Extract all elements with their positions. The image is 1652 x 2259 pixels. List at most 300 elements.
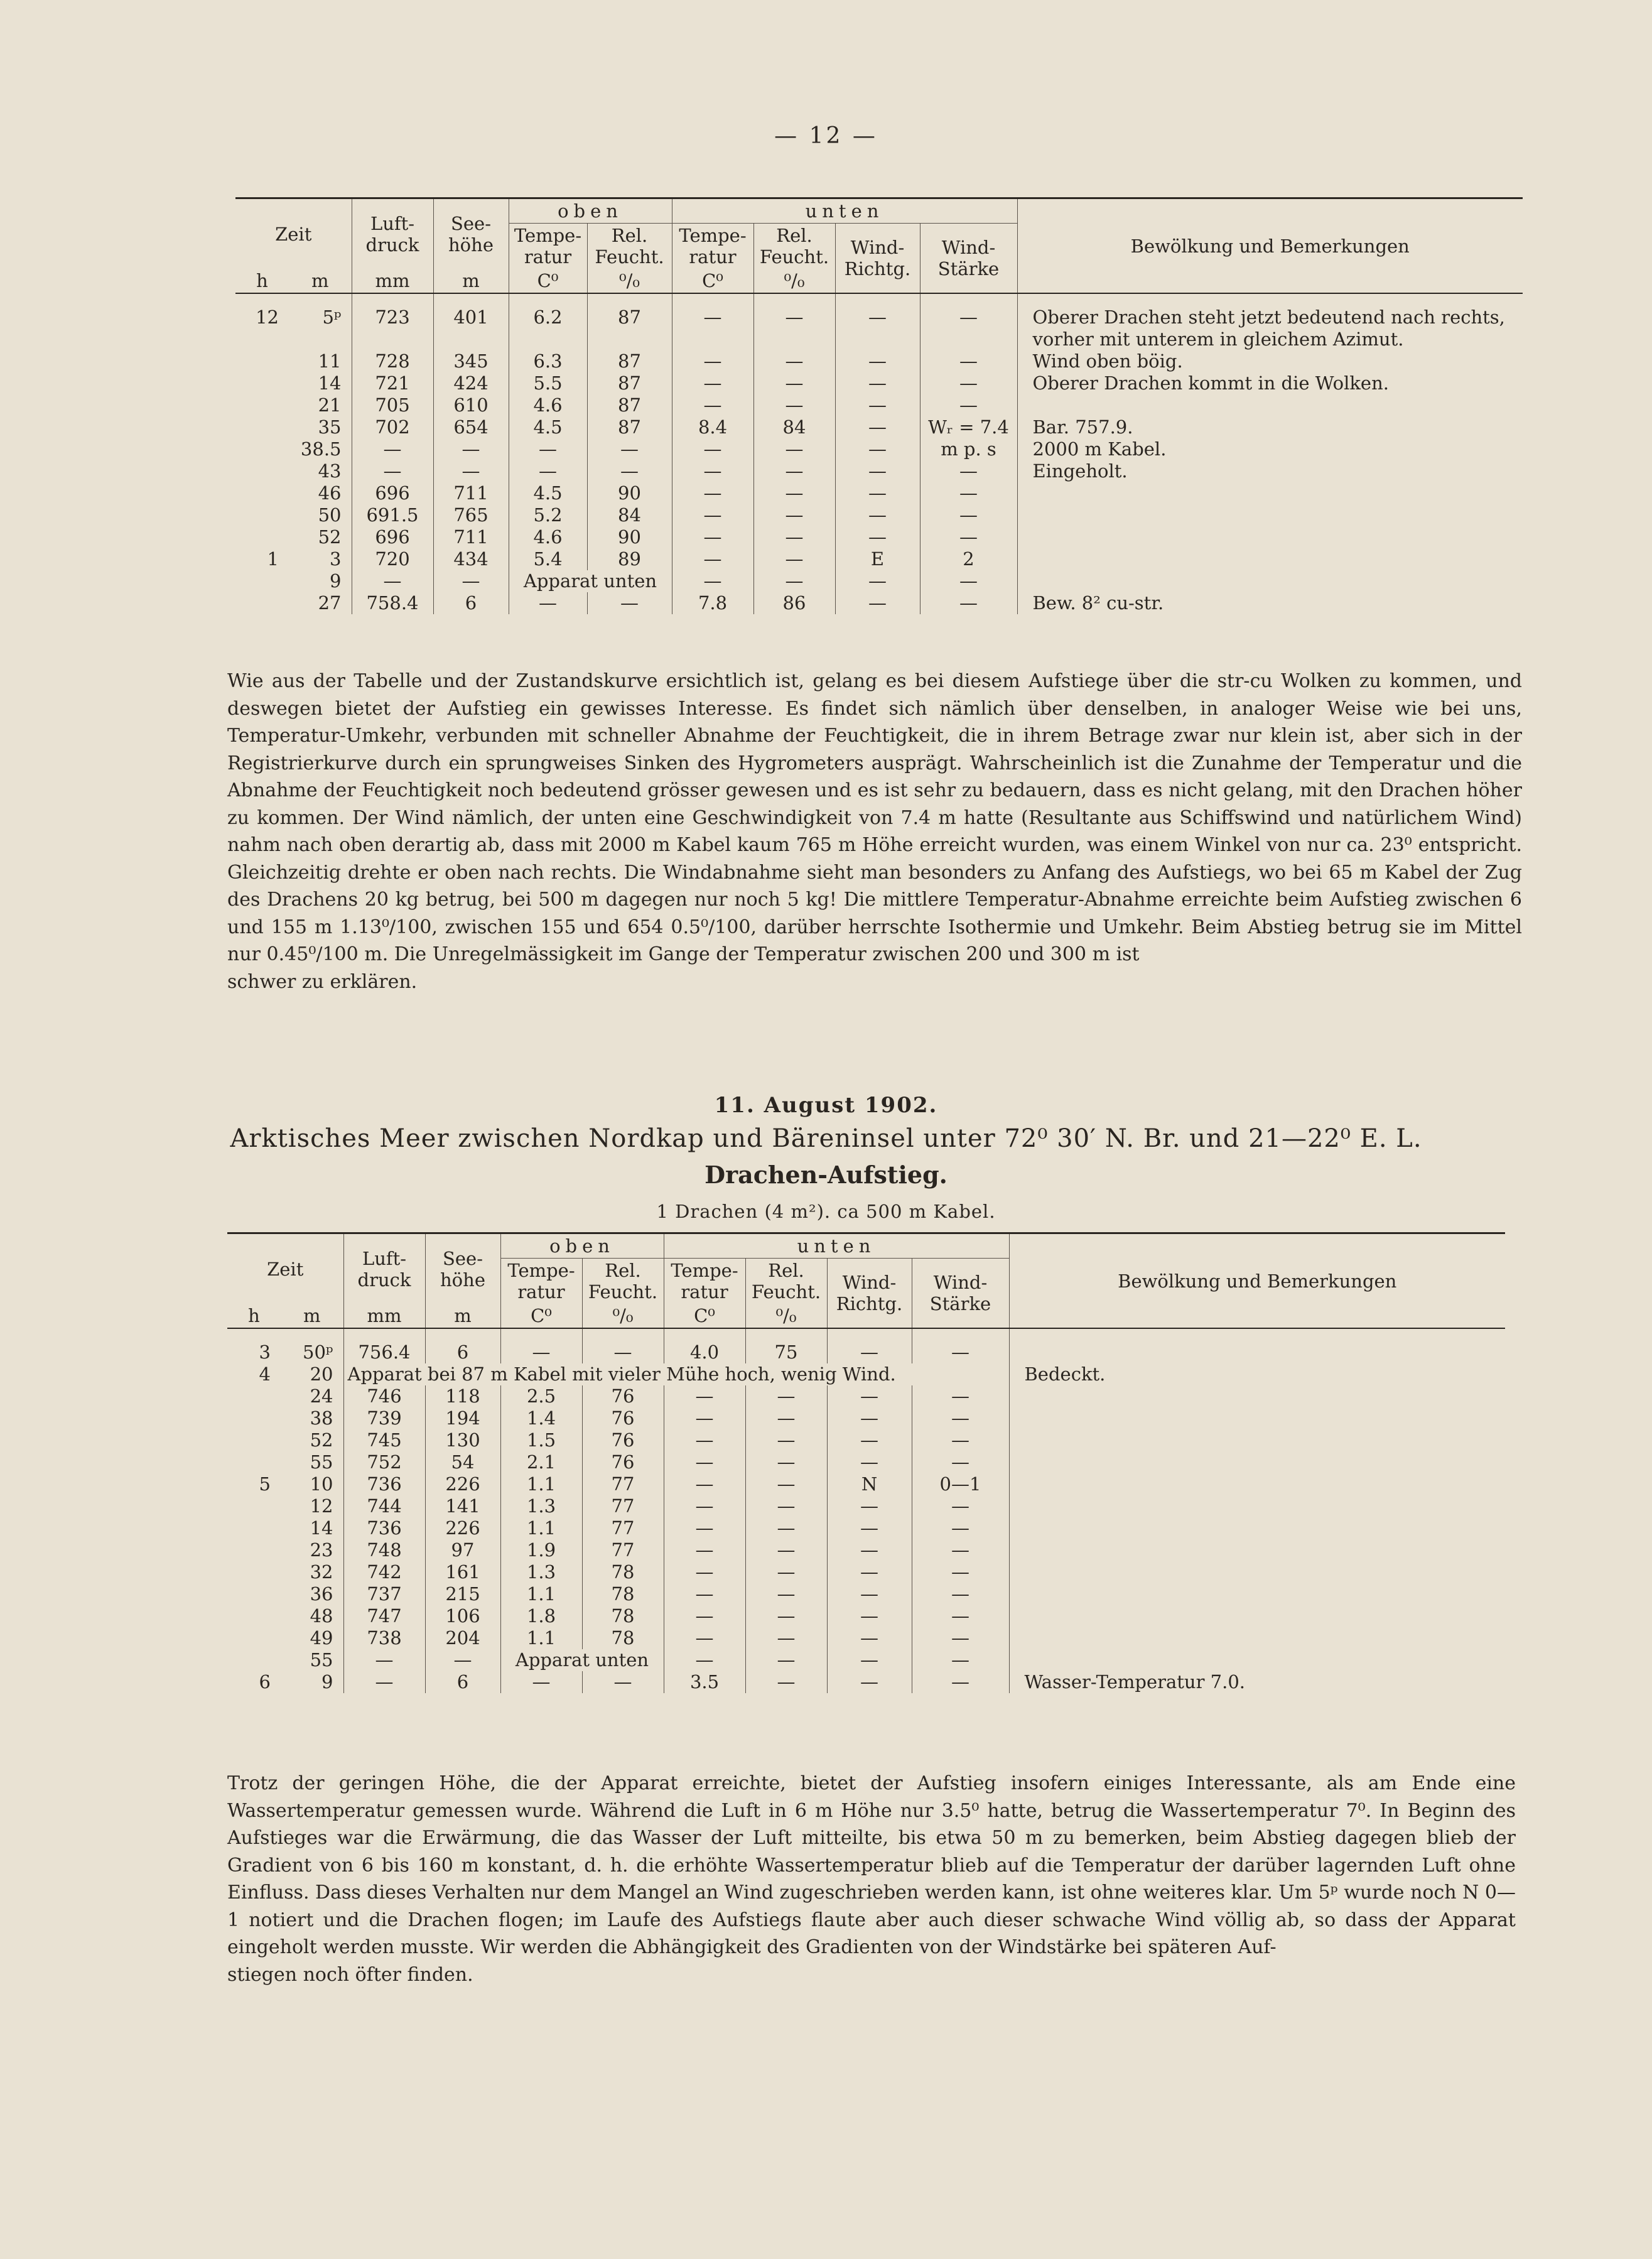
cell-feucht-unten: —	[745, 1473, 827, 1495]
table-spacer-row	[227, 1328, 1505, 1341]
cell-minute: 43	[318, 460, 342, 482]
header-seehoehe: See-höhe	[433, 198, 509, 269]
cell-windrichtung: —	[835, 372, 920, 394]
cell-luftdruck: 746	[343, 1385, 425, 1407]
cell-minute: 46	[318, 482, 342, 504]
cell-hour	[227, 1451, 281, 1473]
header-feucht-oben: Rel. Feucht.	[582, 1259, 664, 1304]
cell-luftdruck: 747	[343, 1605, 425, 1627]
cell-hour	[235, 416, 289, 438]
cell-feucht-oben: 78	[582, 1561, 664, 1583]
cell-feucht-unten: —	[745, 1451, 827, 1473]
cell-hour: 4	[259, 1363, 271, 1385]
cell-bemerkung: Bar. 757.9.	[1017, 416, 1523, 438]
cell-temp-oben: 1.1	[500, 1473, 582, 1495]
table-row	[235, 526, 1523, 548]
cell-temp-oben: 1.3	[500, 1495, 582, 1517]
cell-windrichtung: —	[835, 592, 920, 614]
cell-feucht-oben: 84	[587, 504, 672, 526]
cell-temp-oben: 4.6	[509, 394, 587, 416]
cell-temp-unten: 3.5	[664, 1671, 745, 1693]
cell-feucht-unten: —	[745, 1671, 827, 1693]
header-temp-unit-oben: C⁰	[509, 269, 587, 293]
cell-minute: 9	[330, 570, 342, 592]
table-row	[227, 1407, 1505, 1429]
cell-feucht-oben: 76	[582, 1385, 664, 1407]
cell-luftdruck: 721	[352, 372, 433, 394]
cell-bemerkung	[1009, 1385, 1505, 1407]
cell-luftdruck: 702	[352, 416, 433, 438]
cell-minute: 12	[310, 1495, 333, 1517]
cell-windrichtung: —	[827, 1341, 912, 1363]
table-row	[227, 1627, 1505, 1649]
cell-windrichtung: —	[835, 306, 920, 328]
cell-windrichtung: E	[835, 548, 920, 570]
cell-minute: 35	[318, 416, 342, 438]
cell-bemerkung: Eingeholt.	[1017, 460, 1523, 482]
cell-windstaerke: —	[912, 1671, 1009, 1693]
header-h: h	[256, 270, 268, 291]
cell-temp-oben: 6.3	[509, 350, 587, 372]
cell-hour	[235, 526, 289, 548]
cell-windstaerke: —	[912, 1407, 1009, 1429]
header-zeit: Zeit	[267, 1258, 304, 1280]
cell-bemerkung	[1009, 1407, 1505, 1429]
table-row	[227, 1385, 1505, 1407]
cell-temp-unten: —	[664, 1451, 745, 1473]
cell-windrichtung: —	[827, 1561, 912, 1583]
cell-temp-oben: —	[509, 460, 587, 482]
header-bemerkungen: Bewölkung und Bemerkungen	[1009, 1233, 1505, 1329]
cell-seehoehe: 118	[425, 1385, 500, 1407]
section-location: Arktisches Meer zwischen Nordkap und Bäreninsel unter 72⁰ 30′ N. Br. und 21—22⁰ E. L.	[230, 1124, 1422, 1153]
cell-temp-unten: —	[664, 1605, 745, 1627]
cell-bemerkung: vorher mit unterem in gleichem Azimut.	[1017, 328, 1523, 350]
table-row	[235, 482, 1523, 504]
cell-feucht-unten: —	[745, 1561, 827, 1583]
cell-bemerkung: Oberer Drachen kommt in die Wolken.	[1017, 372, 1523, 394]
cell-temp-unten: —	[664, 1649, 745, 1671]
cell-windstaerke: —	[912, 1517, 1009, 1539]
cell-hour	[235, 460, 289, 482]
cell-luftdruck: —	[343, 1671, 425, 1693]
cell-hour	[227, 1495, 281, 1517]
cell-windstaerke: —	[920, 504, 1017, 526]
cell-feucht-unten: 75	[745, 1341, 827, 1363]
cell-windrichtung: —	[827, 1627, 912, 1649]
cell-minute: 50	[318, 504, 342, 526]
cell-windstaerke: —	[912, 1385, 1009, 1407]
cell-seehoehe: 54	[425, 1451, 500, 1473]
cell-temp-unten: —	[672, 570, 753, 592]
header-unten: unten	[672, 198, 1017, 224]
cell-temp-oben: 1.8	[500, 1605, 582, 1627]
cell-feucht-unten: —	[753, 306, 835, 328]
table-row	[235, 416, 1523, 438]
header-feucht-unten: Rel. Feucht.	[745, 1259, 827, 1304]
cell-windrichtung: —	[827, 1605, 912, 1627]
cell-feucht-oben: 87	[587, 306, 672, 328]
cell-luftdruck: 728	[352, 350, 433, 372]
header-feucht-unit-unten: ⁰/₀	[753, 269, 835, 293]
cell-minute: 11	[318, 350, 342, 372]
cell-temp-oben: 1.3	[500, 1561, 582, 1583]
cell-windrichtung: —	[827, 1429, 912, 1451]
cell-feucht-oben: —	[587, 460, 672, 482]
cell-bemerkung	[1009, 1561, 1505, 1583]
cell-temp-unten: —	[664, 1407, 745, 1429]
cell-bemerkung	[1009, 1341, 1505, 1363]
cell-hour	[227, 1561, 281, 1583]
header-unten: unten	[664, 1233, 1009, 1259]
header-temp-unten: Tempe-ratur	[664, 1259, 745, 1304]
cell-seehoehe: 654	[433, 416, 509, 438]
cell-feucht-unten: —	[753, 372, 835, 394]
cell-bemerkung	[1009, 1605, 1505, 1627]
cell-seehoehe: 434	[433, 548, 509, 570]
cell-luftdruck: 738	[343, 1627, 425, 1649]
cell-hour	[227, 1539, 281, 1561]
cell-hour	[227, 1605, 281, 1627]
table-row	[227, 1561, 1505, 1583]
cell-minute: 52	[310, 1429, 333, 1451]
cell-windrichtung: —	[835, 350, 920, 372]
section-date: 11. August 1902.	[714, 1093, 938, 1118]
cell-windstaerke: m p. s	[920, 438, 1017, 460]
cell-windrichtung: —	[835, 526, 920, 548]
cell-bemerkung	[1009, 1495, 1505, 1517]
cell-minute: 10	[310, 1473, 333, 1495]
cell-temp-unten: —	[672, 438, 753, 460]
cell-seehoehe: —	[433, 438, 509, 460]
table-row	[227, 1649, 1505, 1671]
cell-temp-unten: —	[672, 372, 753, 394]
cell-windstaerke: —	[912, 1561, 1009, 1583]
cell-seehoehe	[433, 328, 509, 350]
cell-hour	[235, 350, 289, 372]
cell-temp-unten: —	[672, 350, 753, 372]
cell-windstaerke: —	[920, 570, 1017, 592]
cell-minute: 55	[310, 1649, 333, 1671]
cell-bemerkung	[1017, 394, 1523, 416]
cell-hour	[235, 328, 289, 350]
cell-windrichtung: —	[827, 1517, 912, 1539]
cell-seehoehe: 6	[425, 1341, 500, 1363]
cell-luftdruck: 744	[343, 1495, 425, 1517]
cell-feucht-oben: 89	[587, 548, 672, 570]
cell-temp-unten: —	[672, 394, 753, 416]
cell-luftdruck	[352, 328, 433, 350]
cell-feucht-unten: —	[745, 1407, 827, 1429]
cell-feucht-oben: 77	[582, 1495, 664, 1517]
header-temp-oben: Tempe-ratur	[500, 1259, 582, 1304]
cell-minute	[289, 328, 352, 350]
cell-luftdruck: —	[352, 438, 433, 460]
table-row	[227, 1605, 1505, 1627]
cell-windstaerke: —	[912, 1451, 1009, 1473]
cell-windstaerke: —	[920, 482, 1017, 504]
cell-minute: 50ᵖ	[303, 1341, 333, 1363]
cell-seehoehe: —	[425, 1649, 500, 1671]
header-temp-unten: Tempe-ratur	[672, 224, 753, 269]
cell-temp-oben: —	[500, 1671, 582, 1693]
cell-feucht-oben: 78	[582, 1583, 664, 1605]
table-1-header	[235, 198, 1523, 294]
cell-minute: 9	[321, 1671, 333, 1693]
cell-temp-oben	[509, 328, 587, 350]
cell-feucht-oben	[587, 328, 672, 350]
header-windrichtung: Wind-Richtg.	[835, 224, 920, 294]
cell-temp-oben: 5.5	[509, 372, 587, 394]
cell-temp-unten: —	[664, 1429, 745, 1451]
cell-temp-oben: 4.5	[509, 482, 587, 504]
cell-feucht-unten: —	[745, 1385, 827, 1407]
table-row	[235, 438, 1523, 460]
cell-luftdruck: —	[343, 1649, 425, 1671]
cell-bemerkung: Wind oben böig.	[1017, 350, 1523, 372]
cell-minute: 48	[310, 1605, 333, 1627]
table-row	[235, 394, 1523, 416]
table-row	[235, 504, 1523, 526]
header-windstaerke: Wind-Stärke	[920, 224, 1017, 294]
cell-temp-unten: —	[672, 548, 753, 570]
cell-feucht-unten: —	[745, 1429, 827, 1451]
cell-windstaerke: —	[912, 1649, 1009, 1671]
cell-feucht-oben: 87	[587, 372, 672, 394]
observation-table-1	[235, 197, 1523, 614]
cell-windstaerke: —	[912, 1495, 1009, 1517]
paragraph-2-text: Trotz der geringen Höhe, die der Apparat erreichte, bietet der Aufstieg insofern einiges Interessante, als am Ende eine Wassertemperatur gemessen wurde. Während die Luft in 6 m Höhe nur 3.5⁰ hatte, betrug die Wassertemperatur 7⁰. In Beginn des Aufstieges war die Erwärmung, die das Wasser der Luft mitteilte, bis etwa 50 m zu bemerken, beim Abstieg dagegen blieb der Gradient von 6 bis 160 m konstant, d. h. die erhöhte Wassertemperatur blieb auf die Temperatur der darüber lagernden Luft ohne Einfluss. Dass dieses Verhalten nur dem Mangel an Wind zugeschrieben werden kann, ist ohne weiteres klar. Um 5ᵖ wurde noch N 0—1 notiert und die Drachen flogen; im Laufe des Aufstiegs flaute aber auch dieser schwache Wind völlig ab, so dass der Apparat eingeholt werden musste. Wir werden die Abhängigkeit des Gradienten von der Windstärke bei späteren Auf-	[227, 1772, 1516, 1958]
cell-minute: 3	[330, 548, 342, 570]
cell-feucht-oben: —	[587, 438, 672, 460]
table-row	[235, 460, 1523, 482]
cell-temp-oben: 1.5	[500, 1429, 582, 1451]
cell-feucht-oben: 76	[582, 1407, 664, 1429]
header-temp-unit-oben: C⁰	[500, 1304, 582, 1328]
paragraph-1-last-line: schwer zu erklären.	[227, 970, 418, 993]
cell-minute: 24	[310, 1385, 333, 1407]
cell-luftdruck: 691.5	[352, 504, 433, 526]
cell-hour	[235, 372, 289, 394]
cell-minute: 36	[310, 1583, 333, 1605]
header-seehoehe: See-höhe	[425, 1233, 500, 1304]
cell-feucht-oben: 78	[582, 1627, 664, 1649]
table-row	[235, 592, 1523, 614]
cell-feucht-oben: 76	[582, 1451, 664, 1473]
cell-note-span: Apparat unten	[509, 570, 672, 592]
cell-feucht-oben: 87	[587, 350, 672, 372]
header-windrichtung: Wind-Richtg.	[827, 1259, 912, 1329]
cell-feucht-unten: —	[745, 1649, 827, 1671]
cell-hour: 1	[267, 548, 279, 570]
cell-minute: 5ᵖ	[322, 306, 342, 328]
table-row	[227, 1473, 1505, 1495]
cell-windstaerke: Wᵣ = 7.4	[920, 416, 1017, 438]
table-row	[227, 1495, 1505, 1517]
cell-seehoehe: 711	[433, 482, 509, 504]
cell-temp-unten: 4.0	[664, 1341, 745, 1363]
cell-luftdruck: 748	[343, 1539, 425, 1561]
cell-seehoehe: 204	[425, 1627, 500, 1649]
cell-temp-oben: 1.1	[500, 1627, 582, 1649]
table-row	[227, 1539, 1505, 1561]
table-row	[227, 1451, 1505, 1473]
cell-temp-unten: —	[672, 306, 753, 328]
cell-windstaerke	[920, 328, 1017, 350]
cell-hour	[235, 570, 289, 592]
cell-feucht-unten: —	[745, 1605, 827, 1627]
cell-temp-oben: —	[509, 592, 587, 614]
cell-feucht-oben: 77	[582, 1473, 664, 1495]
cell-windstaerke: —	[912, 1627, 1009, 1649]
cell-minute: 32	[310, 1561, 333, 1583]
cell-luftdruck: 723	[352, 306, 433, 328]
cell-minute: 21	[318, 394, 342, 416]
cell-feucht-oben: —	[582, 1671, 664, 1693]
cell-bemerkung	[1017, 504, 1523, 526]
cell-windrichtung: —	[835, 460, 920, 482]
cell-seehoehe: —	[433, 460, 509, 482]
cell-minute: 52	[318, 526, 342, 548]
cell-hour	[227, 1429, 281, 1451]
header-m: m	[303, 1305, 321, 1326]
header-feucht-oben: Rel. Feucht.	[587, 224, 672, 269]
cell-bemerkung: 2000 m Kabel.	[1017, 438, 1523, 460]
cell-windrichtung: —	[835, 416, 920, 438]
cell-windrichtung: —	[835, 438, 920, 460]
cell-temp-unten: —	[664, 1385, 745, 1407]
cell-windstaerke: —	[912, 1429, 1009, 1451]
cell-luftdruck: 705	[352, 394, 433, 416]
cell-windrichtung: —	[835, 504, 920, 526]
cell-hour	[235, 394, 289, 416]
cell-hour: 5	[259, 1473, 271, 1495]
cell-temp-unten: —	[672, 504, 753, 526]
cell-feucht-unten: —	[753, 548, 835, 570]
cell-bemerkung	[1017, 482, 1523, 504]
cell-temp-oben: 5.4	[509, 548, 587, 570]
cell-windrichtung: —	[827, 1407, 912, 1429]
cell-minute: 49	[310, 1627, 333, 1649]
header-feucht-unit-oben: ⁰/₀	[582, 1304, 664, 1328]
cell-temp-oben: 1.1	[500, 1517, 582, 1539]
table-2-body	[227, 1328, 1505, 1693]
table-row	[227, 1671, 1505, 1693]
cell-seehoehe: 161	[425, 1561, 500, 1583]
table-1-body	[235, 293, 1523, 614]
cell-seehoehe: 401	[433, 306, 509, 328]
cell-temp-oben: 4.5	[509, 416, 587, 438]
cell-temp-unten: —	[664, 1561, 745, 1583]
cell-feucht-unten: 84	[753, 416, 835, 438]
cell-windrichtung: —	[827, 1451, 912, 1473]
cell-feucht-oben: 87	[587, 416, 672, 438]
observation-table-2	[227, 1232, 1505, 1693]
cell-hour	[235, 504, 289, 526]
cell-bemerkung	[1009, 1627, 1505, 1649]
cell-temp-unten: —	[672, 526, 753, 548]
table-row	[227, 1341, 1505, 1363]
table-row	[235, 372, 1523, 394]
table-row	[227, 1517, 1505, 1539]
cell-seehoehe: 130	[425, 1429, 500, 1451]
cell-seehoehe: 97	[425, 1539, 500, 1561]
cell-temp-oben: 2.1	[500, 1451, 582, 1473]
cell-windstaerke: —	[912, 1583, 1009, 1605]
cell-hour: 6	[259, 1671, 271, 1693]
header-feucht-unit-oben: ⁰/₀	[587, 269, 672, 293]
cell-temp-oben: 5.2	[509, 504, 587, 526]
header-temp-unit-unten: C⁰	[664, 1304, 745, 1328]
header-windstaerke: Wind-Stärke	[912, 1259, 1009, 1329]
cell-temp-unten: —	[672, 460, 753, 482]
cell-feucht-unten: —	[745, 1539, 827, 1561]
cell-feucht-oben: 90	[587, 526, 672, 548]
cell-bemerkung	[1009, 1429, 1505, 1451]
cell-seehoehe: 106	[425, 1605, 500, 1627]
cell-bemerkung	[1017, 570, 1523, 592]
cell-feucht-unten: —	[753, 526, 835, 548]
cell-feucht-unten: —	[745, 1517, 827, 1539]
cell-windrichtung	[835, 328, 920, 350]
cell-hour	[235, 592, 289, 614]
cell-hour	[227, 1407, 281, 1429]
cell-windstaerke: —	[920, 372, 1017, 394]
cell-minute: 38	[310, 1407, 333, 1429]
cell-windstaerke: —	[912, 1605, 1009, 1627]
cell-seehoehe: 711	[433, 526, 509, 548]
cell-minute: 55	[310, 1451, 333, 1473]
cell-windstaerke: 2	[920, 548, 1017, 570]
cell-windrichtung: —	[827, 1385, 912, 1407]
cell-windstaerke: 0—1	[912, 1473, 1009, 1495]
cell-windrichtung: —	[827, 1671, 912, 1693]
cell-feucht-unten: —	[745, 1495, 827, 1517]
cell-windrichtung: —	[835, 570, 920, 592]
cell-temp-oben: —	[500, 1341, 582, 1363]
cell-feucht-unten: —	[745, 1627, 827, 1649]
header-luftdruck-unit: mm	[343, 1304, 425, 1328]
cell-windstaerke: —	[920, 394, 1017, 416]
cell-bemerkung	[1009, 1583, 1505, 1605]
cell-temp-unten: —	[664, 1627, 745, 1649]
cell-feucht-unten: —	[745, 1583, 827, 1605]
cell-luftdruck: 742	[343, 1561, 425, 1583]
cell-luftdruck: 696	[352, 482, 433, 504]
cell-seehoehe: 215	[425, 1583, 500, 1605]
cell-temp-unten: 7.8	[672, 592, 753, 614]
cell-bemerkung	[1009, 1451, 1505, 1473]
header-luftdruck: Luft-druck	[352, 198, 433, 269]
cell-minute: 38.5	[300, 438, 342, 460]
cell-luftdruck: 758.4	[352, 592, 433, 614]
cell-windrichtung: —	[827, 1495, 912, 1517]
cell-windstaerke: —	[920, 526, 1017, 548]
cell-hour	[227, 1385, 281, 1407]
cell-seehoehe: 226	[425, 1473, 500, 1495]
cell-temp-oben: 1.1	[500, 1583, 582, 1605]
cell-feucht-oben: 78	[582, 1605, 664, 1627]
cell-bemerkung: Bedeckt.	[1009, 1363, 1505, 1385]
cell-windstaerke: —	[912, 1539, 1009, 1561]
section-kite-info: 1 Drachen (4 m²). ca 500 m Kabel.	[656, 1201, 996, 1222]
cell-windrichtung: N	[827, 1473, 912, 1495]
table-row	[235, 328, 1523, 350]
cell-temp-unten: —	[664, 1495, 745, 1517]
table-row	[227, 1583, 1505, 1605]
header-temp-unit-unten: C⁰	[672, 269, 753, 293]
cell-temp-oben: 1.9	[500, 1539, 582, 1561]
